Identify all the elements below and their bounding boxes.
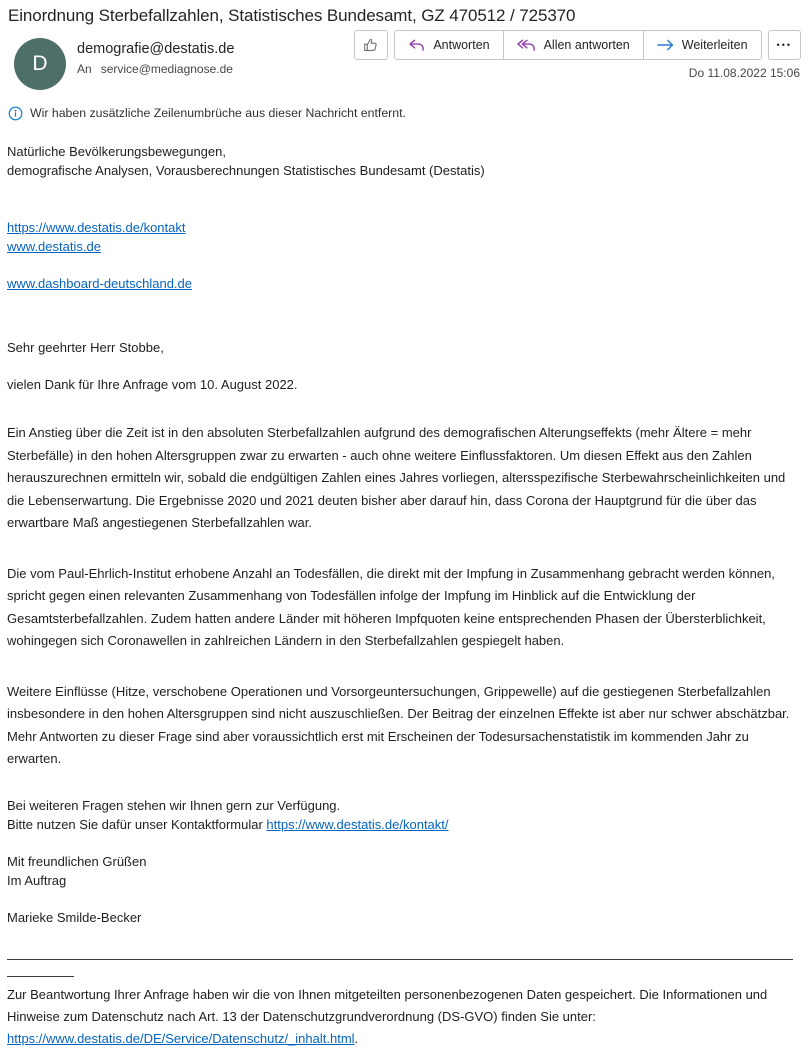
signature-top-line: Natürliche Bevölkerungsbewegungen, <box>7 144 226 159</box>
signer-name: Marieke Smilde-Becker <box>7 909 142 925</box>
paragraph-mortality-trend: Ein Anstieg über die Zeit ist in den absoluten Sterbefallzahlen aufgrund des demografischen Alterungseffekts (mehr Ältere = mehr Sterbefälle) in den hohen Altersgruppen zwar zu erwarten - auch ohne weitere Einflussfaktoren. Um diesen Effekt aus den Zahlen herauszurechnen ermitteln wir, sobald die endgültigen Zahlen eines Jahres vorliegen, altersspezifische Sterbewahrscheinlichkeiten und die Lebenserwartung. Die Ergebnisse 2020 und 2021 deuten bisher aber darauf hin, dass Corona der Hauptgrund für die über das erwartbare Maß angestiegenen Sterbefallzahlen war. <box>7 425 786 530</box>
sender-address[interactable]: demografie@destatis.de <box>77 41 235 57</box>
contact-form-text: Bitte nutzen Sie dafür unser Kontaktformular <box>7 816 267 832</box>
forward-arrow-icon <box>657 39 674 51</box>
like-button[interactable] <box>354 30 388 60</box>
regards-line: Mit freundlichen Grüßen <box>7 853 147 869</box>
reply-arrow-icon <box>408 39 425 52</box>
privacy-notice-text: Zur Beantwortung Ihrer Anfrage haben wir die von Ihnen mitgeteilten personenbezogenen Daten gespeichert. Die Informationen und Hinweise zum Datenschutz nach Art. 13 der Datenschutzgrundverordnung (DS-GVO) finden Sie unter: <box>7 986 768 1024</box>
sender-block <box>77 41 234 76</box>
recipient-row <box>77 62 234 76</box>
reply-all-arrow-icon <box>517 39 536 52</box>
avatar-initial: D <box>32 52 48 75</box>
link-kontaktformular[interactable]: https://www.destatis.de/kontakt/ <box>266 816 449 832</box>
email-body <box>0 122 808 1048</box>
link-destatis-kontakt[interactable]: https://www.destatis.de/kontakt <box>7 220 186 235</box>
link-datenschutz[interactable]: https://www.destatis.de/DE/Service/Datenschutz/_inhalt.html <box>7 1030 355 1046</box>
regards-line: Im Auftrag <box>7 872 67 888</box>
thumbs-up-icon <box>363 37 379 53</box>
forward-button[interactable] <box>643 31 761 59</box>
privacy-suffix: . <box>354 1030 359 1046</box>
to-label: An <box>77 62 92 76</box>
link-destatis-home[interactable]: www.destatis.de <box>7 239 101 254</box>
signature-top-line: demografische Analysen, Vorausberechnungen Statistisches Bundesamt (Destatis) <box>7 163 485 178</box>
reply-label: Antworten <box>433 38 490 52</box>
reply-button-group <box>394 30 761 60</box>
received-timestamp: Do 11.08.2022 15:06 <box>688 66 800 80</box>
message-actions-toolbar <box>354 30 801 60</box>
paragraph-vaccination-deaths: Die vom Paul-Ehrlich-Institut erhobene Anzahl an Todesfällen, die direkt mit der Impfung in Zusammenhang gebracht werden können, spricht gegen einen relevanten Zusammenhang von Todesfällen infolge der Impfung im Hinblick auf die Entwicklung der Gesamtsterbefallzahlen. Zudem hatten andere Länder mit höheren Impfquoten keine entsprechenden Phasen der Übersterblichkeit, wohingegen sich Coronawellen in zahlreichen Ländern in den Sterbefallzahlen gespiegelt haben. <box>7 565 775 648</box>
greeting-line: Sehr geehrter Herr Stobbe, <box>7 340 164 355</box>
link-dashboard-deutschland[interactable]: www.dashboard-deutschland.de <box>7 276 193 291</box>
closing-line: Bei weiteren Fragen stehen wir Ihnen gern zur Verfügung. <box>7 797 341 813</box>
reply-all-label: Allen antworten <box>543 38 630 52</box>
ellipsis-icon: ••• <box>776 39 792 50</box>
contact-form-line <box>7 815 794 834</box>
signature-divider <box>7 959 793 960</box>
reply-all-button[interactable] <box>503 31 643 59</box>
thanks-line: vielen Dank für Ihre Anfrage vom 10. August 2022. <box>7 377 298 392</box>
notice-text: Wir haben zusätzliche Zeilenumbrüche aus dieser Nachricht entfernt. <box>30 106 406 120</box>
paragraph-other-influences: Weitere Einflüsse (Hitze, verschobene Operationen und Vorsorgeuntersuchungen, Grippewelle) auf die gestiegenen Sterbefallzahlen insbesondere in den hohen Altersgruppen sind nicht auszuschließen. Der Beitrag der einzelnen Effekte ist aber nur schwer abschätzbar. Mehr Antworten zu dieser Frage sind aber voraussichtlich erst mit Erscheinen der Todesursachenstatistik im kommenden Jahr zu erwarten. <box>7 683 790 766</box>
email-subject: Einordnung Sterbefallzahlen, Statistisches Bundesamt, GZ 470512 / 725370 <box>8 6 576 25</box>
email-header <box>0 26 808 118</box>
recipient-address[interactable]: service@mediagnose.de <box>100 62 233 76</box>
avatar[interactable] <box>14 38 66 90</box>
reply-button[interactable] <box>395 31 502 59</box>
forward-label: Weiterleiten <box>681 38 748 52</box>
signature-divider-short <box>7 976 74 977</box>
privacy-link-line <box>7 1029 794 1048</box>
more-actions-button[interactable] <box>768 30 801 60</box>
